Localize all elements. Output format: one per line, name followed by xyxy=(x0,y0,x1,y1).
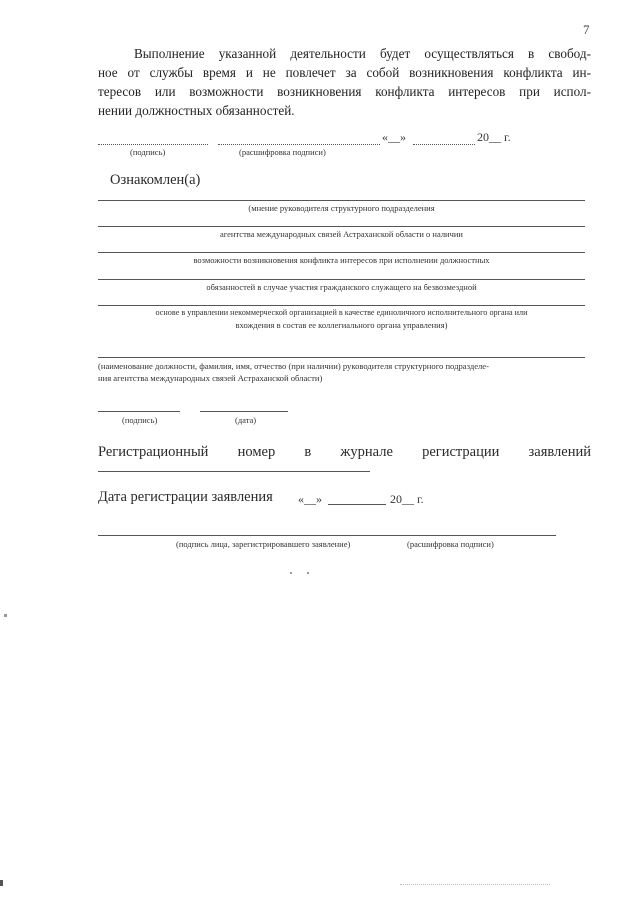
decoding-field-line xyxy=(218,144,380,145)
registration-date-label: Дата регистрации заявления xyxy=(98,489,273,505)
registration-number-label xyxy=(98,444,591,461)
registration-year: 20__ г. xyxy=(390,492,424,506)
scan-speck-line xyxy=(400,884,550,885)
paragraph-line: Выполнение указанной деятельности будет осуществляться в свобод- xyxy=(134,46,591,61)
registrar-signature-line xyxy=(98,535,556,536)
opinion-caption: основе в управлении некоммерческой организацией в качестве единоличного исполнительного органа или xyxy=(155,308,528,317)
page-number: 7 xyxy=(583,22,590,37)
reg-word: регистрации xyxy=(422,444,500,460)
registration-date-quote: «__» xyxy=(298,492,322,506)
opinion-caption: вхождения в состав ее коллегиального органа управления) xyxy=(235,320,448,330)
registration-month-line xyxy=(328,504,386,505)
date-year: 20__ г. xyxy=(477,130,511,144)
paragraph-line: тересов или возможности возникновения конфликта интересов при испол- xyxy=(98,84,591,99)
position-caption: (наименование должности, фамилия, имя, отчество (при наличии) руководителя структурного подразделе- xyxy=(98,361,489,371)
position-caption: ния агентства международных связей Астраханской области) xyxy=(98,373,323,383)
caption-decoding: (расшифровка подписи) xyxy=(239,147,326,157)
caption-registrar: (подпись лица, зарегистрировавшего заявление) xyxy=(176,539,351,549)
intro-paragraph xyxy=(98,44,591,120)
scan-speck xyxy=(4,614,7,617)
opinion-line xyxy=(98,226,585,227)
opinion-caption: (мнение руководителя структурного подразделения xyxy=(248,203,435,213)
head-date-line xyxy=(200,411,288,412)
opinion-line xyxy=(98,200,585,201)
caption-head-date: (дата) xyxy=(235,415,257,425)
caption-head-signature: (подпись) xyxy=(122,415,158,425)
signature-field-line xyxy=(98,144,208,145)
registration-number-line xyxy=(98,471,370,472)
acquainted-heading: Ознакомлен(а) xyxy=(110,172,201,188)
reg-word: Регистрационный xyxy=(98,444,209,460)
opinion-caption: возможности возникновения конфликта интересов при исполнении должностных xyxy=(193,255,490,265)
reg-word: журнале xyxy=(340,444,393,460)
opinion-caption: агентства международных связей Астраханской области о наличии xyxy=(220,229,463,239)
position-line xyxy=(98,357,585,358)
opinion-line xyxy=(98,305,585,306)
date-day-quote: «__» xyxy=(382,130,406,144)
opinion-line xyxy=(98,252,585,253)
reg-word: номер xyxy=(237,444,276,460)
scan-speck xyxy=(290,572,292,574)
paragraph-line: ное от службы время и не повлечет за собой возникновения конфликта ин- xyxy=(98,65,591,80)
scan-speck xyxy=(307,572,309,574)
paragraph-line: нении должностных обязанностей. xyxy=(98,103,295,118)
date-month-line xyxy=(413,144,475,145)
caption-registrar-decoding: (расшифровка подписи) xyxy=(407,539,494,549)
caption-signature: (подпись) xyxy=(130,147,166,157)
reg-word: в xyxy=(304,444,312,460)
opinion-line xyxy=(98,279,585,280)
opinion-caption: обязанностей в случае участия гражданского служащего на безвозмездной xyxy=(206,282,477,292)
scan-speck xyxy=(0,880,3,886)
head-signature-line xyxy=(98,411,180,412)
reg-word: заявлений xyxy=(528,444,591,460)
